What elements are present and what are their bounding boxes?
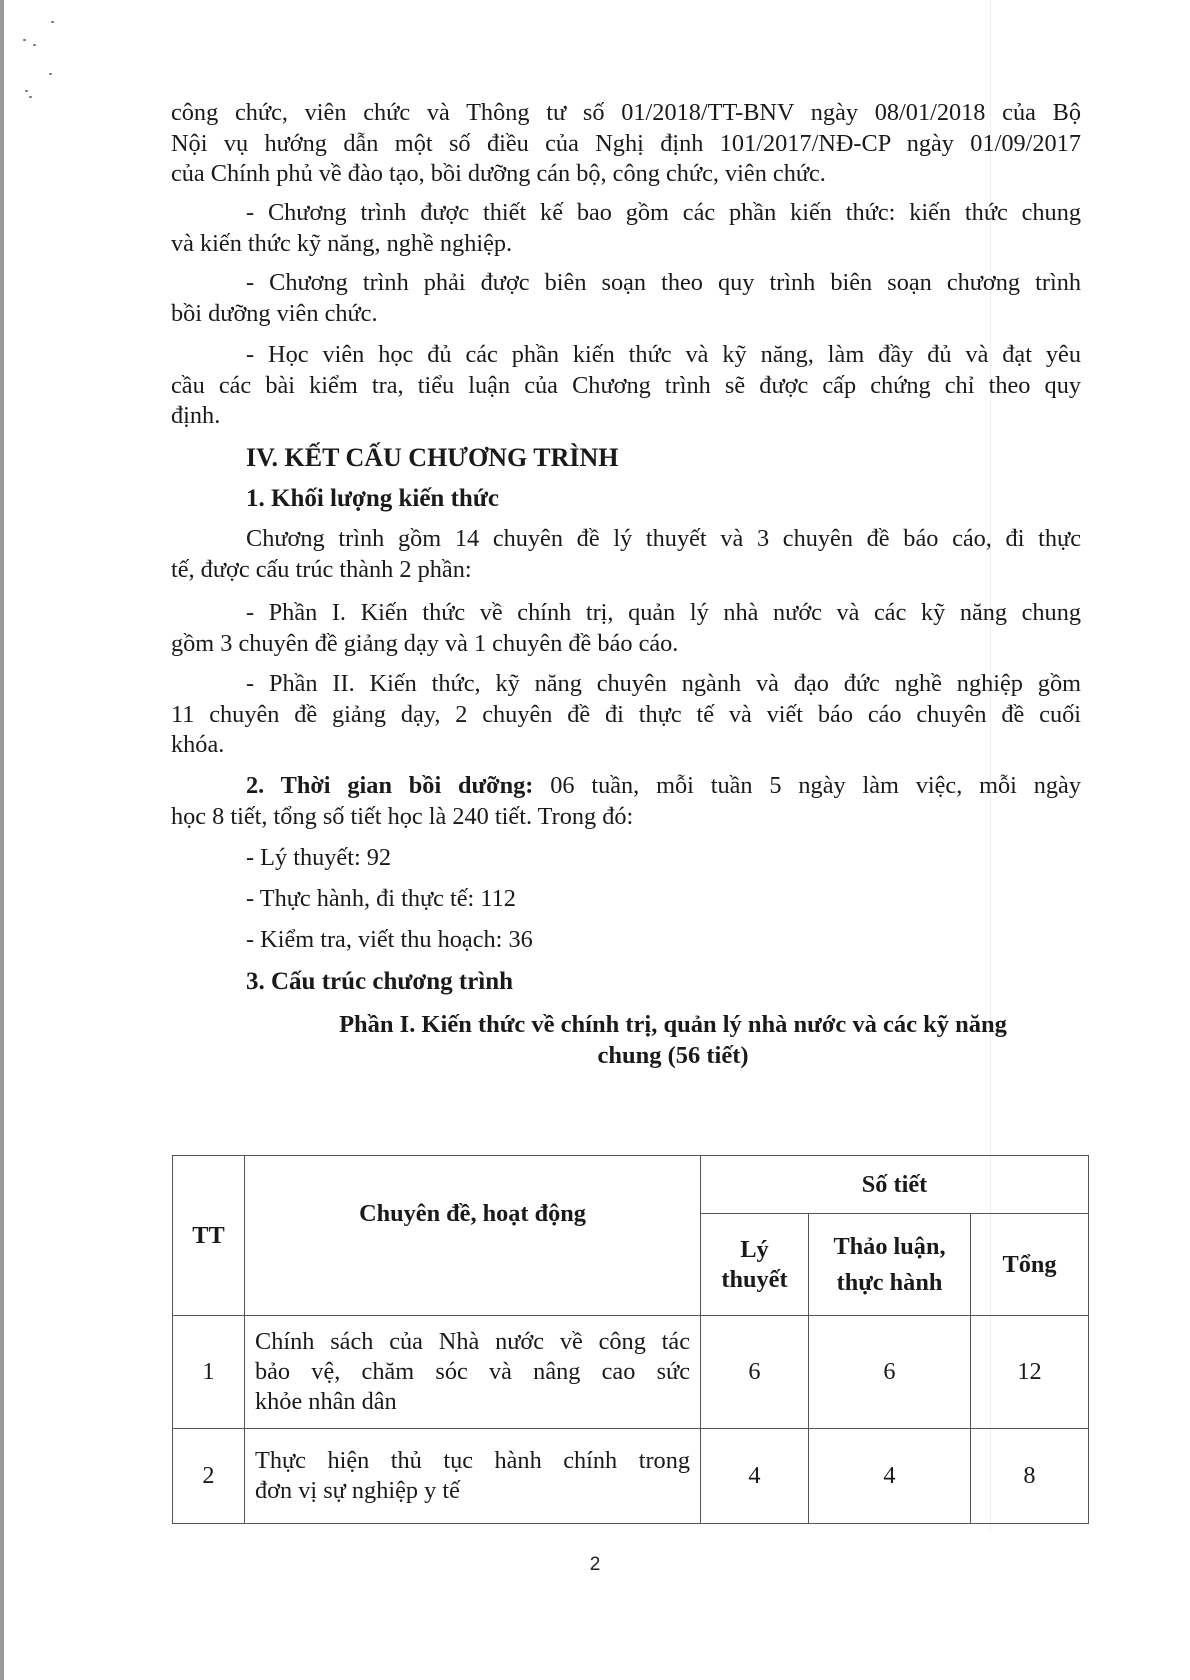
requirement-paragraph bbox=[171, 198, 1081, 259]
section-heading: IV. KẾT CẤU CHƯƠNG TRÌNH bbox=[246, 443, 619, 472]
part-paragraph bbox=[171, 669, 1081, 761]
cell-theory: 4 bbox=[701, 1429, 809, 1524]
scan-edge-shadow bbox=[0, 0, 4, 1680]
text-line: bồi dưỡng viên chức. bbox=[171, 299, 378, 327]
knowledge-intro-paragraph bbox=[171, 524, 1081, 585]
text-line: - Chương trình được thiết kế bao gồm các phần kiến thức: kiến thức chung bbox=[246, 199, 1081, 226]
text-line: - Thực hành, đi thực tế: 112 bbox=[246, 885, 516, 912]
table-row bbox=[173, 1429, 1089, 1524]
topic-line: đơn vị sự nghiệp y tế bbox=[255, 1477, 460, 1504]
caption-line: Phần I. Kiến thức về chính trị, quản lý nhà nước và các kỹ năng bbox=[339, 1011, 1007, 1038]
text-line: định. bbox=[171, 402, 221, 429]
text-line: - Phần I. Kiến thức về chính trị, quản lý nhà nước và các kỹ năng chung bbox=[246, 599, 1081, 626]
text-line bbox=[171, 771, 1081, 802]
text-line: gồm 3 chuyên đề giảng dạy và 1 chuyên đề báo cáo. bbox=[171, 629, 679, 657]
header-tt: TT bbox=[173, 1156, 245, 1316]
duration-label: 2. Thời gian bồi dưỡng: bbox=[246, 772, 534, 799]
cell-topic bbox=[245, 1429, 701, 1524]
cell-practice: 6 bbox=[809, 1316, 971, 1429]
table-header-row bbox=[173, 1156, 1089, 1214]
text-line: - Phần II. Kiến thức, kỹ năng chuyên ngành và đạo đức nghề nghiệp gồm bbox=[246, 670, 1081, 697]
speck bbox=[49, 73, 52, 75]
scan-specks bbox=[0, 0, 80, 120]
header-topic: Chuyên đề, hoạt động bbox=[245, 1156, 701, 1316]
subsection-heading: 1. Khối lượng kiến thức bbox=[246, 485, 499, 512]
header-practice bbox=[809, 1214, 971, 1316]
text-line: Nội vụ hướng dẫn một số điều của Nghị định 101/2017/NĐ-CP ngày 01/09/2017 bbox=[171, 129, 1081, 157]
breakdown-item bbox=[171, 884, 1081, 915]
cell-total: 12 bbox=[971, 1316, 1089, 1429]
header-line: thực hành bbox=[836, 1268, 943, 1296]
topic-line: Thực hiện thủ tục hành chính trong bbox=[255, 1447, 690, 1474]
speck bbox=[33, 44, 36, 46]
header-periods-group: Số tiết bbox=[701, 1156, 1089, 1214]
duration-text: 06 tuần, mỗi tuần 5 ngày làm việc, mỗi ngày bbox=[533, 772, 1081, 799]
curriculum-table bbox=[172, 1155, 1089, 1524]
text-line: - Chương trình phải được biên soạn theo quy trình biên soạn chương trình bbox=[246, 269, 1081, 296]
text-line: 11 chuyên đề giảng dạy, 2 chuyên đề đi thực tế và viết báo cáo chuyên đề cuối bbox=[171, 700, 1081, 728]
header-line: Thảo luận, bbox=[833, 1232, 946, 1260]
text-line: - Lý thuyết: 92 bbox=[246, 844, 392, 871]
topic-line: khỏe nhân dân bbox=[255, 1388, 397, 1415]
table-caption bbox=[171, 1009, 1175, 1071]
table-row bbox=[173, 1316, 1089, 1429]
header-total: Tổng bbox=[971, 1214, 1089, 1316]
cell-tt: 1 bbox=[173, 1316, 245, 1429]
caption-line: chung (56 tiết) bbox=[597, 1042, 749, 1069]
page-number: 2 bbox=[589, 1554, 601, 1575]
requirement-paragraph bbox=[171, 268, 1081, 329]
duration-paragraph bbox=[171, 771, 1081, 832]
header-theory bbox=[701, 1214, 809, 1316]
text-line: - Kiểm tra, viết thu hoạch: 36 bbox=[246, 926, 533, 953]
cell-topic bbox=[245, 1316, 701, 1429]
text-line: khóa. bbox=[171, 731, 225, 758]
text-line: và kiến thức kỹ năng, nghề nghiệp. bbox=[171, 229, 513, 257]
cell-practice: 4 bbox=[809, 1429, 971, 1524]
text-line: - Học viên học đủ các phần kiến thức và kỹ năng, làm đầy đủ và đạt yêu bbox=[246, 341, 1081, 368]
cell-total: 8 bbox=[971, 1429, 1089, 1524]
header-line: thuyết bbox=[721, 1265, 788, 1293]
cell-tt: 2 bbox=[173, 1429, 245, 1524]
text-line: Chương trình gồm 14 chuyên đề lý thuyết và 3 chuyên đề báo cáo, đi thực bbox=[246, 525, 1081, 552]
requirement-paragraph bbox=[171, 340, 1081, 432]
text-line: công chức, viên chức và Thông tư số 01/2018/TT-BNV ngày 08/01/2018 của Bộ bbox=[171, 99, 1081, 126]
subsection-heading: 3. Cấu trúc chương trình bbox=[246, 968, 514, 995]
speck bbox=[29, 96, 32, 98]
speck bbox=[25, 90, 28, 92]
header-line: Lý bbox=[740, 1235, 769, 1263]
topic-line: Chính sách của Nhà nước về công tác bbox=[255, 1328, 690, 1355]
text-line: học 8 tiết, tổng số tiết học là 240 tiết. Trong đó: bbox=[171, 802, 634, 830]
text-line: tế, được cấu trúc thành 2 phần: bbox=[171, 555, 472, 583]
text-line: của Chính phủ về đào tạo, bồi dưỡng cán bộ, công chức, viên chức. bbox=[171, 160, 826, 187]
breakdown-item bbox=[171, 925, 1081, 956]
text-line: cầu các bài kiểm tra, tiểu luận của Chương trình sẽ được cấp chứng chỉ theo quy bbox=[171, 371, 1081, 399]
intro-paragraph bbox=[171, 98, 1081, 190]
cell-theory: 6 bbox=[701, 1316, 809, 1429]
speck bbox=[23, 39, 26, 41]
part-paragraph bbox=[171, 598, 1081, 659]
speck bbox=[51, 21, 54, 23]
topic-line: bảo vệ, chăm sóc và nâng cao sức bbox=[255, 1358, 690, 1385]
breakdown-item bbox=[171, 843, 1081, 874]
